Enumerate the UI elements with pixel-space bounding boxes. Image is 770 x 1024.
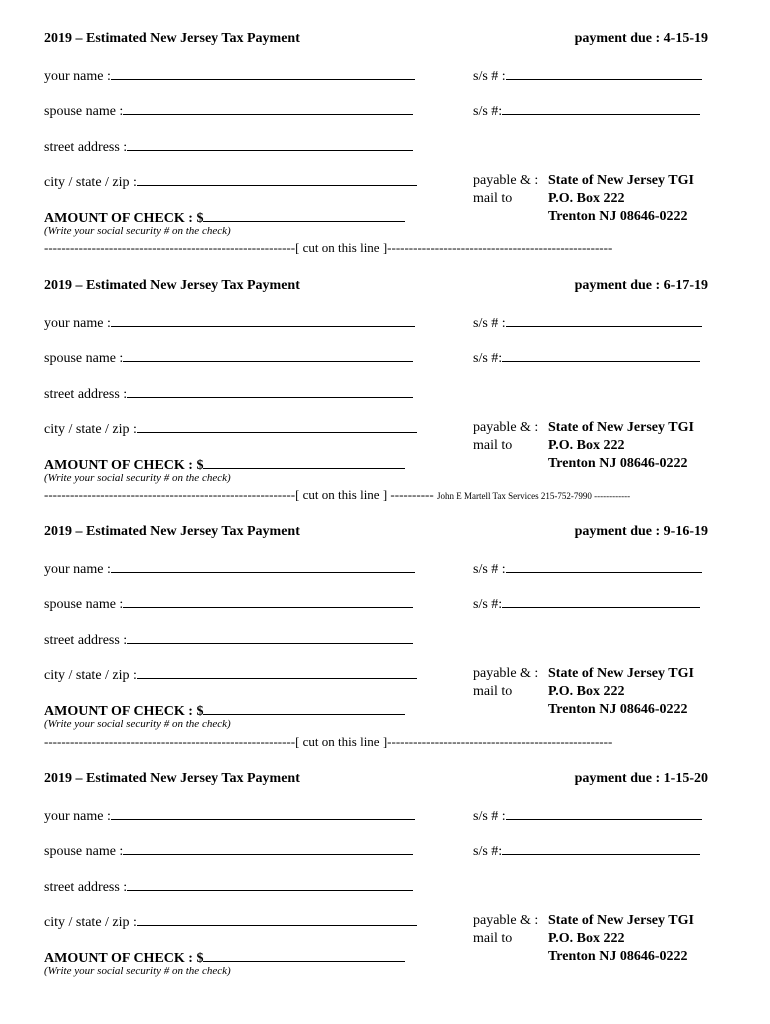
street-label: street address : (44, 880, 128, 895)
city-label: city / state / zip : (44, 668, 137, 683)
spouse-name-field[interactable] (123, 348, 413, 362)
cut-line-text: ----------------------------------------------------------[ cut on this line ]---------------------------------------------------- (44, 734, 613, 749)
mail-to-label: mail to (473, 438, 513, 453)
spouse-name-label: spouse name : (44, 104, 124, 119)
ssn-note: (Write your social security # on the check) (44, 965, 231, 977)
coupon-title: 2019 – Estimated New Jersey Tax Payment (44, 31, 300, 46)
street-label: street address : (44, 387, 128, 402)
your-name-label: your name : (44, 562, 111, 577)
payee-line2: P.O. Box 222 (548, 684, 625, 699)
street-label: street address : (44, 633, 128, 648)
cut-line-1 (44, 240, 708, 256)
city-row (44, 912, 417, 931)
coupon-title: 2019 – Estimated New Jersey Tax Payment (44, 524, 300, 539)
amount-label: AMOUNT OF CHECK : $ (44, 704, 204, 719)
street-field[interactable] (127, 877, 413, 891)
spouse-name-field[interactable] (123, 841, 413, 855)
your-name-field[interactable] (111, 66, 415, 80)
mail-to-label: mail to (473, 191, 513, 206)
payee-line3: Trenton NJ 08646-0222 (548, 209, 688, 224)
your-name-field[interactable] (111, 559, 415, 573)
street-field[interactable] (127, 630, 413, 644)
spouse-ss-row (473, 101, 700, 120)
payment-due: payment due : 9-16-19 (574, 524, 708, 539)
amount-label: AMOUNT OF CHECK : $ (44, 951, 204, 966)
your-name-row (44, 559, 415, 578)
ss-field[interactable] (506, 806, 702, 820)
street-row (44, 630, 413, 649)
ss-label: s/s # : (473, 562, 506, 577)
spouse-ss-label: s/s #: (473, 597, 503, 612)
payable-label: payable & : (473, 420, 539, 435)
street-field[interactable] (127, 137, 413, 151)
city-row (44, 419, 417, 438)
payee-line2: P.O. Box 222 (548, 438, 625, 453)
spouse-ss-field[interactable] (502, 101, 700, 115)
spouse-ss-row (473, 348, 700, 367)
cut-line-text: ----------------------------------------------------------[ cut on this line ]---------------------------------------------------- (44, 240, 613, 255)
your-name-label: your name : (44, 809, 111, 824)
your-name-row (44, 313, 415, 332)
ss-field[interactable] (506, 66, 702, 80)
amount-field[interactable] (203, 208, 405, 222)
payee-line1: State of New Jersey TGI (548, 173, 694, 188)
your-name-row (44, 806, 415, 825)
city-row (44, 665, 417, 684)
street-row (44, 137, 413, 156)
spouse-ss-field[interactable] (502, 594, 700, 608)
spouse-ss-label: s/s #: (473, 104, 503, 119)
spouse-ss-field[interactable] (502, 841, 700, 855)
payee-line3: Trenton NJ 08646-0222 (548, 702, 688, 717)
ss-row (473, 806, 702, 825)
spouse-ss-label: s/s #: (473, 351, 503, 366)
street-row (44, 877, 413, 896)
spouse-name-row (44, 594, 413, 613)
spouse-name-row (44, 348, 413, 367)
your-name-field[interactable] (111, 313, 415, 327)
payable-label: payable & : (473, 173, 539, 188)
coupon-title: 2019 – Estimated New Jersey Tax Payment (44, 278, 300, 293)
cut-line-3 (44, 734, 708, 750)
city-label: city / state / zip : (44, 175, 137, 190)
ss-field[interactable] (506, 313, 702, 327)
payee-line1: State of New Jersey TGI (548, 420, 694, 435)
payable-label: payable & : (473, 666, 539, 681)
spouse-name-row (44, 101, 413, 120)
city-row (44, 172, 417, 191)
coupon-3 (0, 523, 770, 763)
city-label: city / state / zip : (44, 422, 137, 437)
spouse-name-label: spouse name : (44, 351, 124, 366)
ss-field[interactable] (506, 559, 702, 573)
payee-line3: Trenton NJ 08646-0222 (548, 949, 688, 964)
city-label: city / state / zip : (44, 915, 137, 930)
coupon-2 (0, 277, 770, 517)
spouse-ss-field[interactable] (502, 348, 700, 362)
your-name-row (44, 66, 415, 85)
amount-label: AMOUNT OF CHECK : $ (44, 211, 204, 226)
ss-label: s/s # : (473, 809, 506, 824)
amount-field[interactable] (203, 948, 405, 962)
cut-line-2 (44, 487, 728, 504)
amount-field[interactable] (203, 455, 405, 469)
spouse-ss-label: s/s #: (473, 844, 503, 859)
payment-due: payment due : 1-15-20 (574, 771, 708, 786)
spouse-ss-row (473, 594, 700, 613)
city-field[interactable] (137, 665, 417, 679)
coupon-4 (0, 770, 770, 1010)
your-name-label: your name : (44, 69, 111, 84)
spouse-ss-row (473, 841, 700, 860)
amount-label: AMOUNT OF CHECK : $ (44, 458, 204, 473)
coupon-title: 2019 – Estimated New Jersey Tax Payment (44, 771, 300, 786)
ssn-note: (Write your social security # on the check) (44, 472, 231, 484)
payee-line1: State of New Jersey TGI (548, 913, 694, 928)
payment-due: payment due : 6-17-19 (574, 278, 708, 293)
your-name-label: your name : (44, 316, 111, 331)
city-field[interactable] (137, 419, 417, 433)
spouse-name-field[interactable] (123, 101, 413, 115)
ss-label: s/s # : (473, 69, 506, 84)
payee-line2: P.O. Box 222 (548, 191, 625, 206)
mail-to-label: mail to (473, 931, 513, 946)
ss-row (473, 559, 702, 578)
ss-label: s/s # : (473, 316, 506, 331)
spouse-name-label: spouse name : (44, 597, 124, 612)
street-field[interactable] (127, 384, 413, 398)
ssn-note: (Write your social security # on the check) (44, 718, 231, 730)
your-name-field[interactable] (111, 806, 415, 820)
spouse-name-field[interactable] (123, 594, 413, 608)
spouse-name-row (44, 841, 413, 860)
city-field[interactable] (137, 172, 417, 186)
payee-line3: Trenton NJ 08646-0222 (548, 456, 688, 471)
ss-row (473, 66, 702, 85)
amount-field[interactable] (203, 701, 405, 715)
payment-due: payment due : 4-15-19 (574, 31, 708, 46)
cut-line-text: ----------------------------------------------------------[ cut on this line ] ---------- (44, 487, 437, 502)
coupon-1 (0, 30, 770, 270)
mail-to-label: mail to (473, 684, 513, 699)
ss-row (473, 313, 702, 332)
street-row (44, 384, 413, 403)
street-label: street address : (44, 140, 128, 155)
payee-line1: State of New Jersey TGI (548, 666, 694, 681)
spouse-name-label: spouse name : (44, 844, 124, 859)
payee-line2: P.O. Box 222 (548, 931, 625, 946)
payable-label: payable & : (473, 913, 539, 928)
preparer-credit: John E Martell Tax Services 215-752-7990 ------------ (436, 491, 631, 501)
ssn-note: (Write your social security # on the check) (44, 225, 231, 237)
city-field[interactable] (137, 912, 417, 926)
